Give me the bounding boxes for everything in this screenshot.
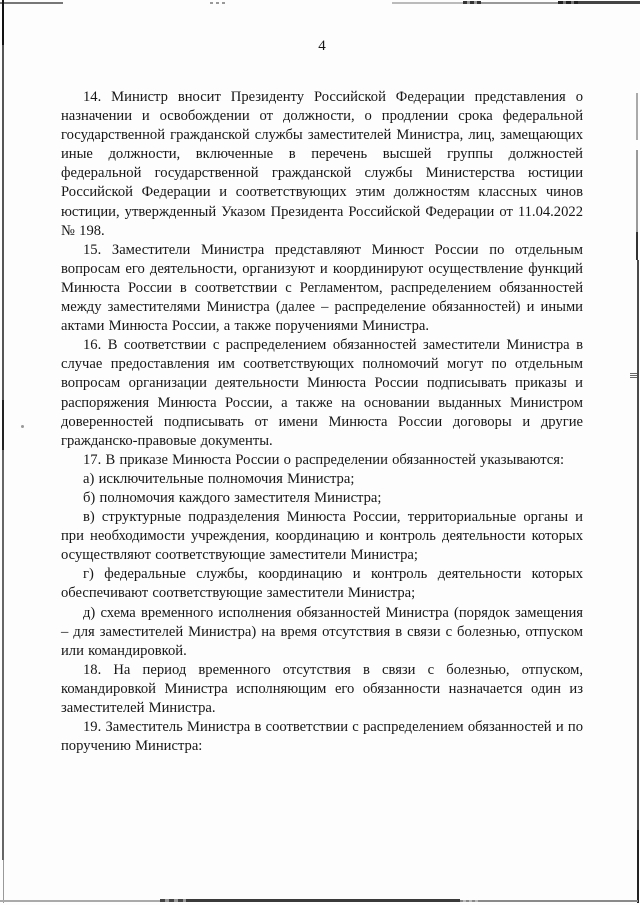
scan-edge-top — [463, 1, 481, 4]
scan-edge-top — [578, 1, 640, 4]
scan-edge-bottom — [160, 899, 186, 902]
scan-edge-bottom — [460, 900, 478, 902]
paragraph-15: 15. Заместители Министра представляют Минюст России по отдельным вопросам его деятельности, организуют и координируют осуществление функций Минюста России в соответствии с Регламентом, распределением обязанностей между заместителями Министра (далее – распределение обязанностей) и иными актами Минюста России, а также поручениями Министра. — [61, 241, 583, 335]
scan-edge-right — [636, 93, 638, 140]
list-item-d: д) схема временного исполнения обязанностей Министра (порядок замещения – для заместителей Министра) на время отсутствия в связи с болезнью, отпуском или командировкой. — [61, 604, 583, 659]
paragraph-16: 16. В соответствии с распределением обязанностей заместители Министра в случае предоставления им соответствующих полномочий могут по отдельным вопросам организации деятельности Минюста России подписывать приказы и распоряжения Минюста России, а также на основании выданных Министром доверенностей подписывать от имени Минюста России договоры и другие гражданско-правовые документы. — [61, 337, 583, 449]
document-body — [61, 88, 583, 756]
scan-edge-right — [636, 150, 638, 232]
scan-edge-top — [481, 2, 558, 4]
scan-edge-right — [636, 232, 638, 260]
scan-edge-right — [637, 260, 639, 830]
scan-speck — [21, 425, 24, 428]
scan-edge-left — [2, 400, 4, 450]
paragraph-17: 17. В приказе Минюста России о распределении обязанностей указываются: — [83, 451, 565, 468]
scan-edge-top — [210, 2, 226, 4]
scan-edge-bottom — [0, 900, 160, 902]
paragraph-19: 19. Заместитель Министра в соответствии с распределением обязанностей и по поручению Министра: — [61, 719, 583, 755]
scan-edge-right — [630, 373, 637, 378]
scan-edge-left — [2, 450, 4, 860]
list-item-g: г) федеральные службы, координацию и контроль деятельности которых обеспечивают соответствующие заместители Министра; — [61, 566, 583, 602]
paragraph-14: 14. Министр вносит Президенту Российской Федерации представления о назначении и освобождении от должности, о продлении срока федеральной государственной гражданской службы заместителей Министра, лиц, замещающих иные должности, включенные в перечень высшей группы должностей федеральной государственной гражданской службы Министерства юстиции Российской Федерации и соответствующих этим должностям классных чинов юстиции, утвержденный Указом Президента Российской Федерации от 11.04.2022 № 198. — [61, 89, 583, 239]
scan-edge-top — [0, 2, 63, 4]
scan-edge-left — [2, 0, 4, 45]
scan-edge-right — [637, 830, 639, 903]
list-item-a: а) исключительные полномочия Министра; — [83, 470, 355, 487]
scan-edge-left — [3, 860, 4, 903]
scan-edge-left — [2, 45, 4, 400]
scan-edge-bottom — [478, 900, 638, 902]
list-item-b: б) полномочия каждого заместителя Министра; — [83, 489, 382, 506]
scan-edge-bottom — [186, 899, 460, 902]
paragraph-18: 18. На период временного отсутствия в связи с болезнью, отпуском, командировкой Министра исполняющим его обязанности назначается один из заместителей Министра. — [61, 661, 583, 716]
scan-edge-top — [392, 2, 463, 4]
list-item-v: в) структурные подразделения Минюста России, территориальные органы и при необходимости учреждения, координацию и контроль деятельности которых осуществляют соответствующие заместители Министра; — [61, 509, 583, 564]
page-number: 4 — [318, 38, 326, 54]
scan-edge-top — [558, 1, 578, 4]
